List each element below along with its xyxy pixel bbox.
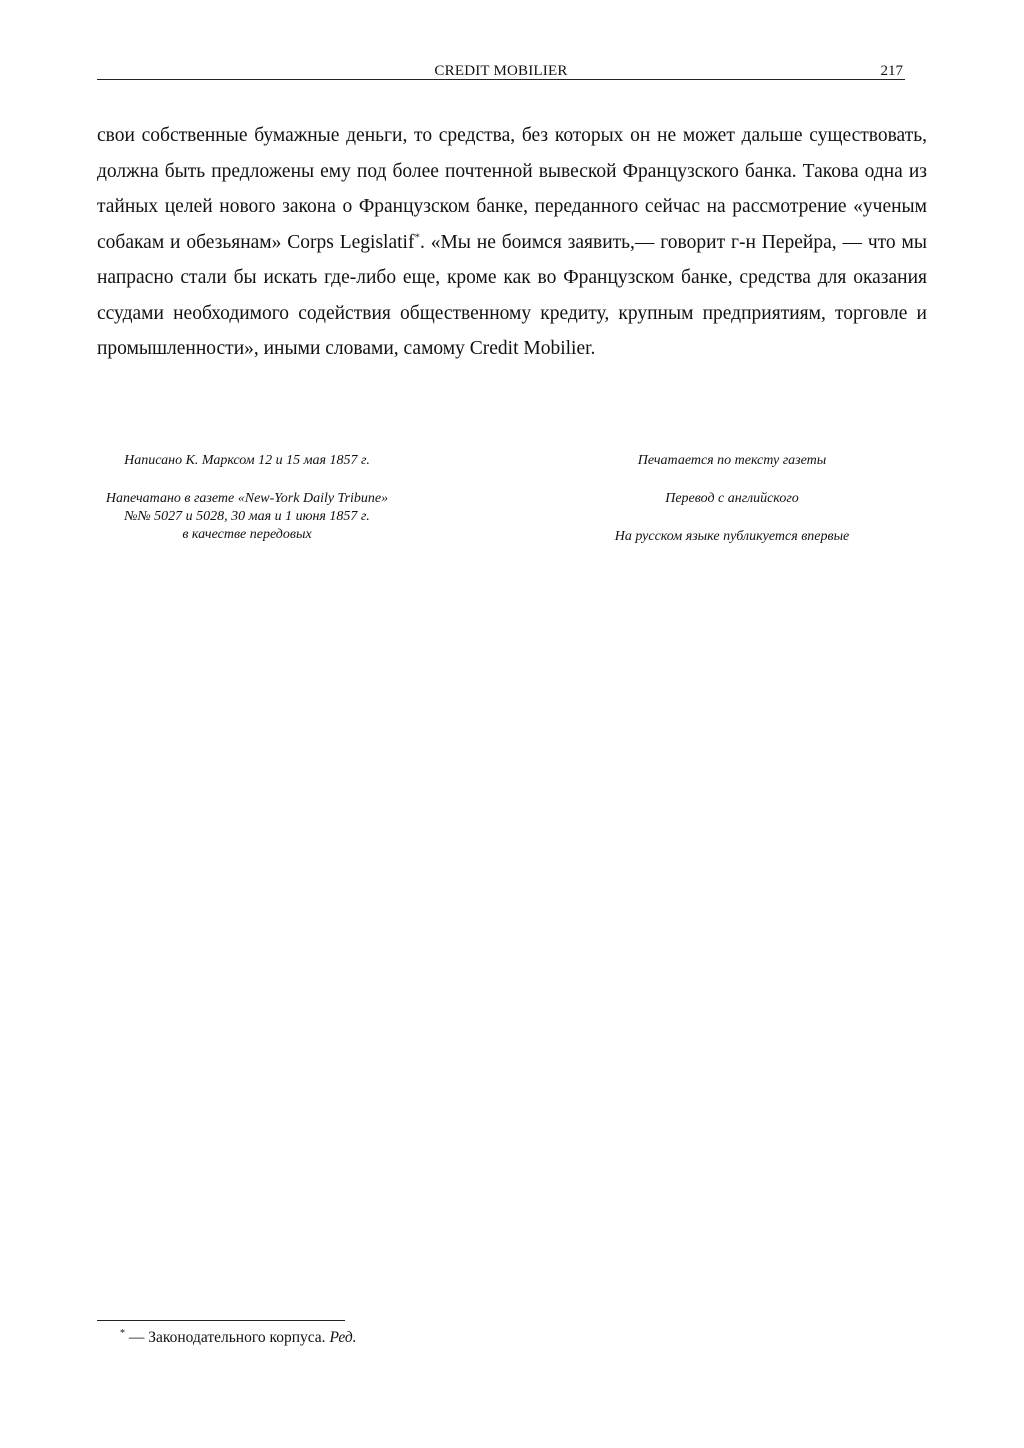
footnote-text: — Законодательного корпуса. [125, 1329, 330, 1346]
body-text-part-1: свои собственные бумажные деньги, то средства, без которых он не может дальше существовать, должна быть предложены ему под более почтенной вывеской Французского банка. Такова одна из тайных целей нового закона о Французском банке, переданного сейчас на рассмотрение «ученым собакам и обезьянам» Corps Legislatif [97, 125, 927, 253]
printed-note-line-2: №№ 5027 и 5028, 30 мая и 1 июня 1857 г. [124, 509, 370, 524]
written-note: Написано К. Марксом 12 и 15 мая 1857 г. [124, 453, 370, 468]
imprint-left [97, 452, 397, 564]
footnote-editor: Ред. [329, 1329, 357, 1346]
body-paragraph [97, 118, 927, 367]
printed-note-line-1: Напечатано в газете «New-York Daily Tribune» [105, 491, 389, 506]
footnote [120, 1328, 357, 1348]
footnote-reference[interactable]: * [414, 231, 420, 243]
translation-note: Перевод с английского [665, 491, 799, 506]
footnote-mark: * [120, 1327, 125, 1339]
publication-note: На русском языке публикуется впервые [614, 529, 850, 544]
page-number: 217 [880, 63, 903, 79]
printed-note [97, 490, 397, 544]
header-rule [97, 79, 905, 80]
source-note: Печатается по тексту газеты [637, 453, 827, 468]
footnote-rule [97, 1320, 345, 1321]
imprint-right [582, 452, 882, 566]
body-text-part-2: . «Мы не боимся заявить,— говорит г-н Перейра, — что мы напрасно стали бы искать где-либо еще, кроме как во Французском банке, средства для оказания ссудами необходимого содействия общественному кредиту, крупным предприятиям, торговле и промышленности», иными словами, самому Credit Mobilier. [97, 231, 927, 359]
printed-note-line-3: в качестве передовых [182, 527, 312, 542]
running-head-title: CREDIT MOBILIER [434, 63, 568, 79]
